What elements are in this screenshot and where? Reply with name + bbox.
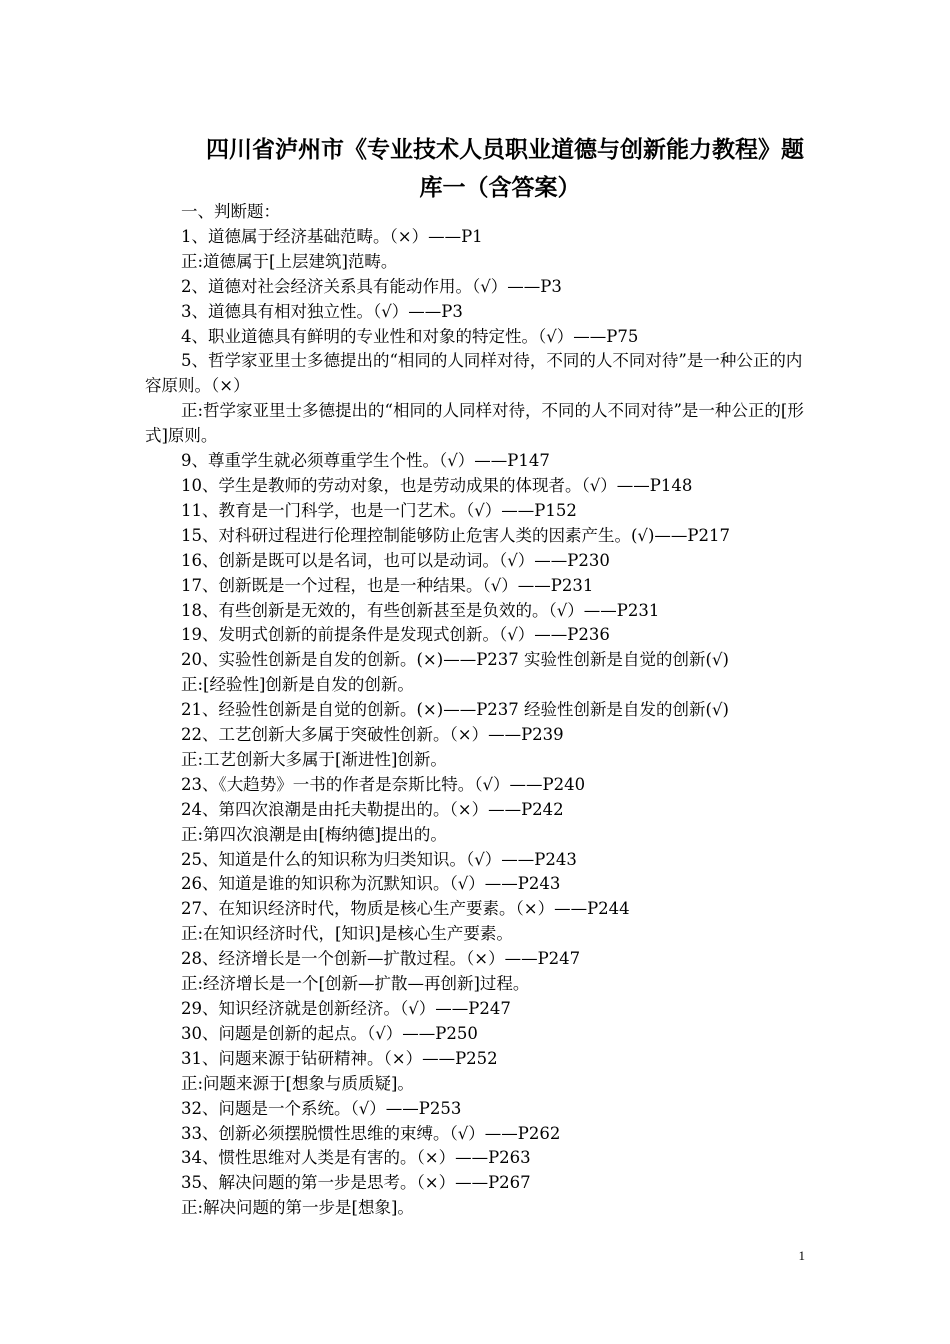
text-line: 4、职业道德具有鲜明的专业性和对象的特定性。（√）——P75 bbox=[181, 326, 639, 346]
text-line: 29、知识经济就是创新经济。（√）——P247 bbox=[181, 999, 511, 1018]
text-line: 正:哲学家亚里士多德提出的“相同的人同样对待，不同的人不同对待”是一种公正的[形式]原则。 bbox=[145, 401, 804, 446]
text-line: 正:道德属于[上层建筑]范畴。 bbox=[181, 251, 398, 271]
text-line: 11、教育是一门科学，也是一门艺术。（√）——P152 bbox=[181, 500, 577, 520]
text-line: 正:第四次浪潮是由[梅纳德]提出的。 bbox=[181, 824, 447, 844]
text-line: 正:问题来源于[想象与质质疑]。 bbox=[181, 1073, 414, 1093]
text-line: 31、问题来源于钻研精神。（×）——P252 bbox=[181, 1048, 498, 1068]
text-line: 10、学生是教师的劳动对象，也是劳动成果的体现者。（√）——P148 bbox=[181, 475, 693, 495]
text-line: 19、发明式创新的前提条件是发现式创新。（√）——P236 bbox=[181, 625, 610, 645]
text-line: 17、创新既是一个过程，也是一种结果。（√）——P231 bbox=[181, 575, 594, 595]
text-line: 26、知道是谁的知识称为沉默知识。（√）——P243 bbox=[181, 874, 561, 894]
page-number: 1 bbox=[798, 1248, 805, 1263]
document-body bbox=[145, 200, 810, 1221]
text-line: 35、解决问题的第一步是思考。（×）——P267 bbox=[181, 1173, 531, 1193]
text-line: 正:[经验性]创新是自发的创新。 bbox=[181, 675, 414, 695]
text-line: 28、经济增长是一个创新—扩散过程。（×）——P247 bbox=[181, 949, 581, 969]
document-title-line-1: 四川省泸州市《专业技术人员职业道德与创新能力教程》题 bbox=[206, 136, 804, 163]
text-line: 25、知道是什么的知识称为归类知识。（√）——P243 bbox=[181, 849, 577, 869]
text-line: 24、第四次浪潮是由托夫勒提出的。（×）——P242 bbox=[181, 799, 564, 819]
text-line: 33、创新必须摆脱惯性思维的束缚。（√）——P262 bbox=[181, 1123, 561, 1143]
text-line: 27、在知识经济时代，物质是核心生产要素。（×）——P244 bbox=[181, 899, 630, 919]
document-title-line-2: 库一（含答案） bbox=[419, 174, 581, 201]
text-line: 21、经验性创新是自觉的创新。(×)——P237 经验性创新是自发的创新(√) bbox=[181, 700, 729, 720]
text-line: 3、道德具有相对独立性。（√）——P3 bbox=[181, 301, 463, 321]
text-line: 18、有些创新是无效的，有些创新甚至是负效的。（√）——P231 bbox=[181, 600, 660, 620]
text-line: 23、《大趋势》一书的作者是奈斯比特。（√）——P240 bbox=[181, 774, 586, 794]
text-line: 9、尊重学生就必须尊重学生个性。（√）——P147 bbox=[181, 451, 550, 471]
text-line: 正:在知识经济时代，[知识]是核心生产要素。 bbox=[181, 924, 513, 944]
text-line: 正:经济增长是一个[创新—扩散—再创新]过程。 bbox=[181, 974, 530, 994]
text-line: 34、惯性思维对人类是有害的。（×）——P263 bbox=[181, 1148, 531, 1168]
text-line: 正:解决问题的第一步是[想象]。 bbox=[181, 1198, 414, 1218]
text-line: 2、道德对社会经济关系具有能动作用。（√）——P3 bbox=[181, 276, 562, 296]
text-line: 16、创新是既可以是名词，也可以是动词。（√）——P230 bbox=[181, 550, 610, 570]
text-line: 15、对科研过程进行伦理控制能够防止危害人类的因素产生。(√)——P217 bbox=[181, 525, 730, 545]
text-line: 1、道德属于经济基础范畴。（×）——P1 bbox=[181, 226, 483, 246]
text-line: 30、问题是创新的起点。（√）——P250 bbox=[181, 1023, 478, 1043]
text-line: 5、哲学家亚里士多德提出的“相同的人同样对待，不同的人不同对待”是一种公正的内容原则。（×） bbox=[145, 351, 803, 396]
text-line: 一、判断题： bbox=[181, 202, 280, 221]
text-line: 正:工艺创新大多属于[渐进性]创新。 bbox=[181, 749, 447, 769]
text-line: 22、工艺创新大多属于突破性创新。（×）——P239 bbox=[181, 725, 564, 745]
text-line: 32、问题是一个系统。（√）——P253 bbox=[181, 1098, 462, 1118]
text-line: 20、实验性创新是自发的创新。(×)——P237 实验性创新是自觉的创新(√) bbox=[181, 650, 729, 670]
